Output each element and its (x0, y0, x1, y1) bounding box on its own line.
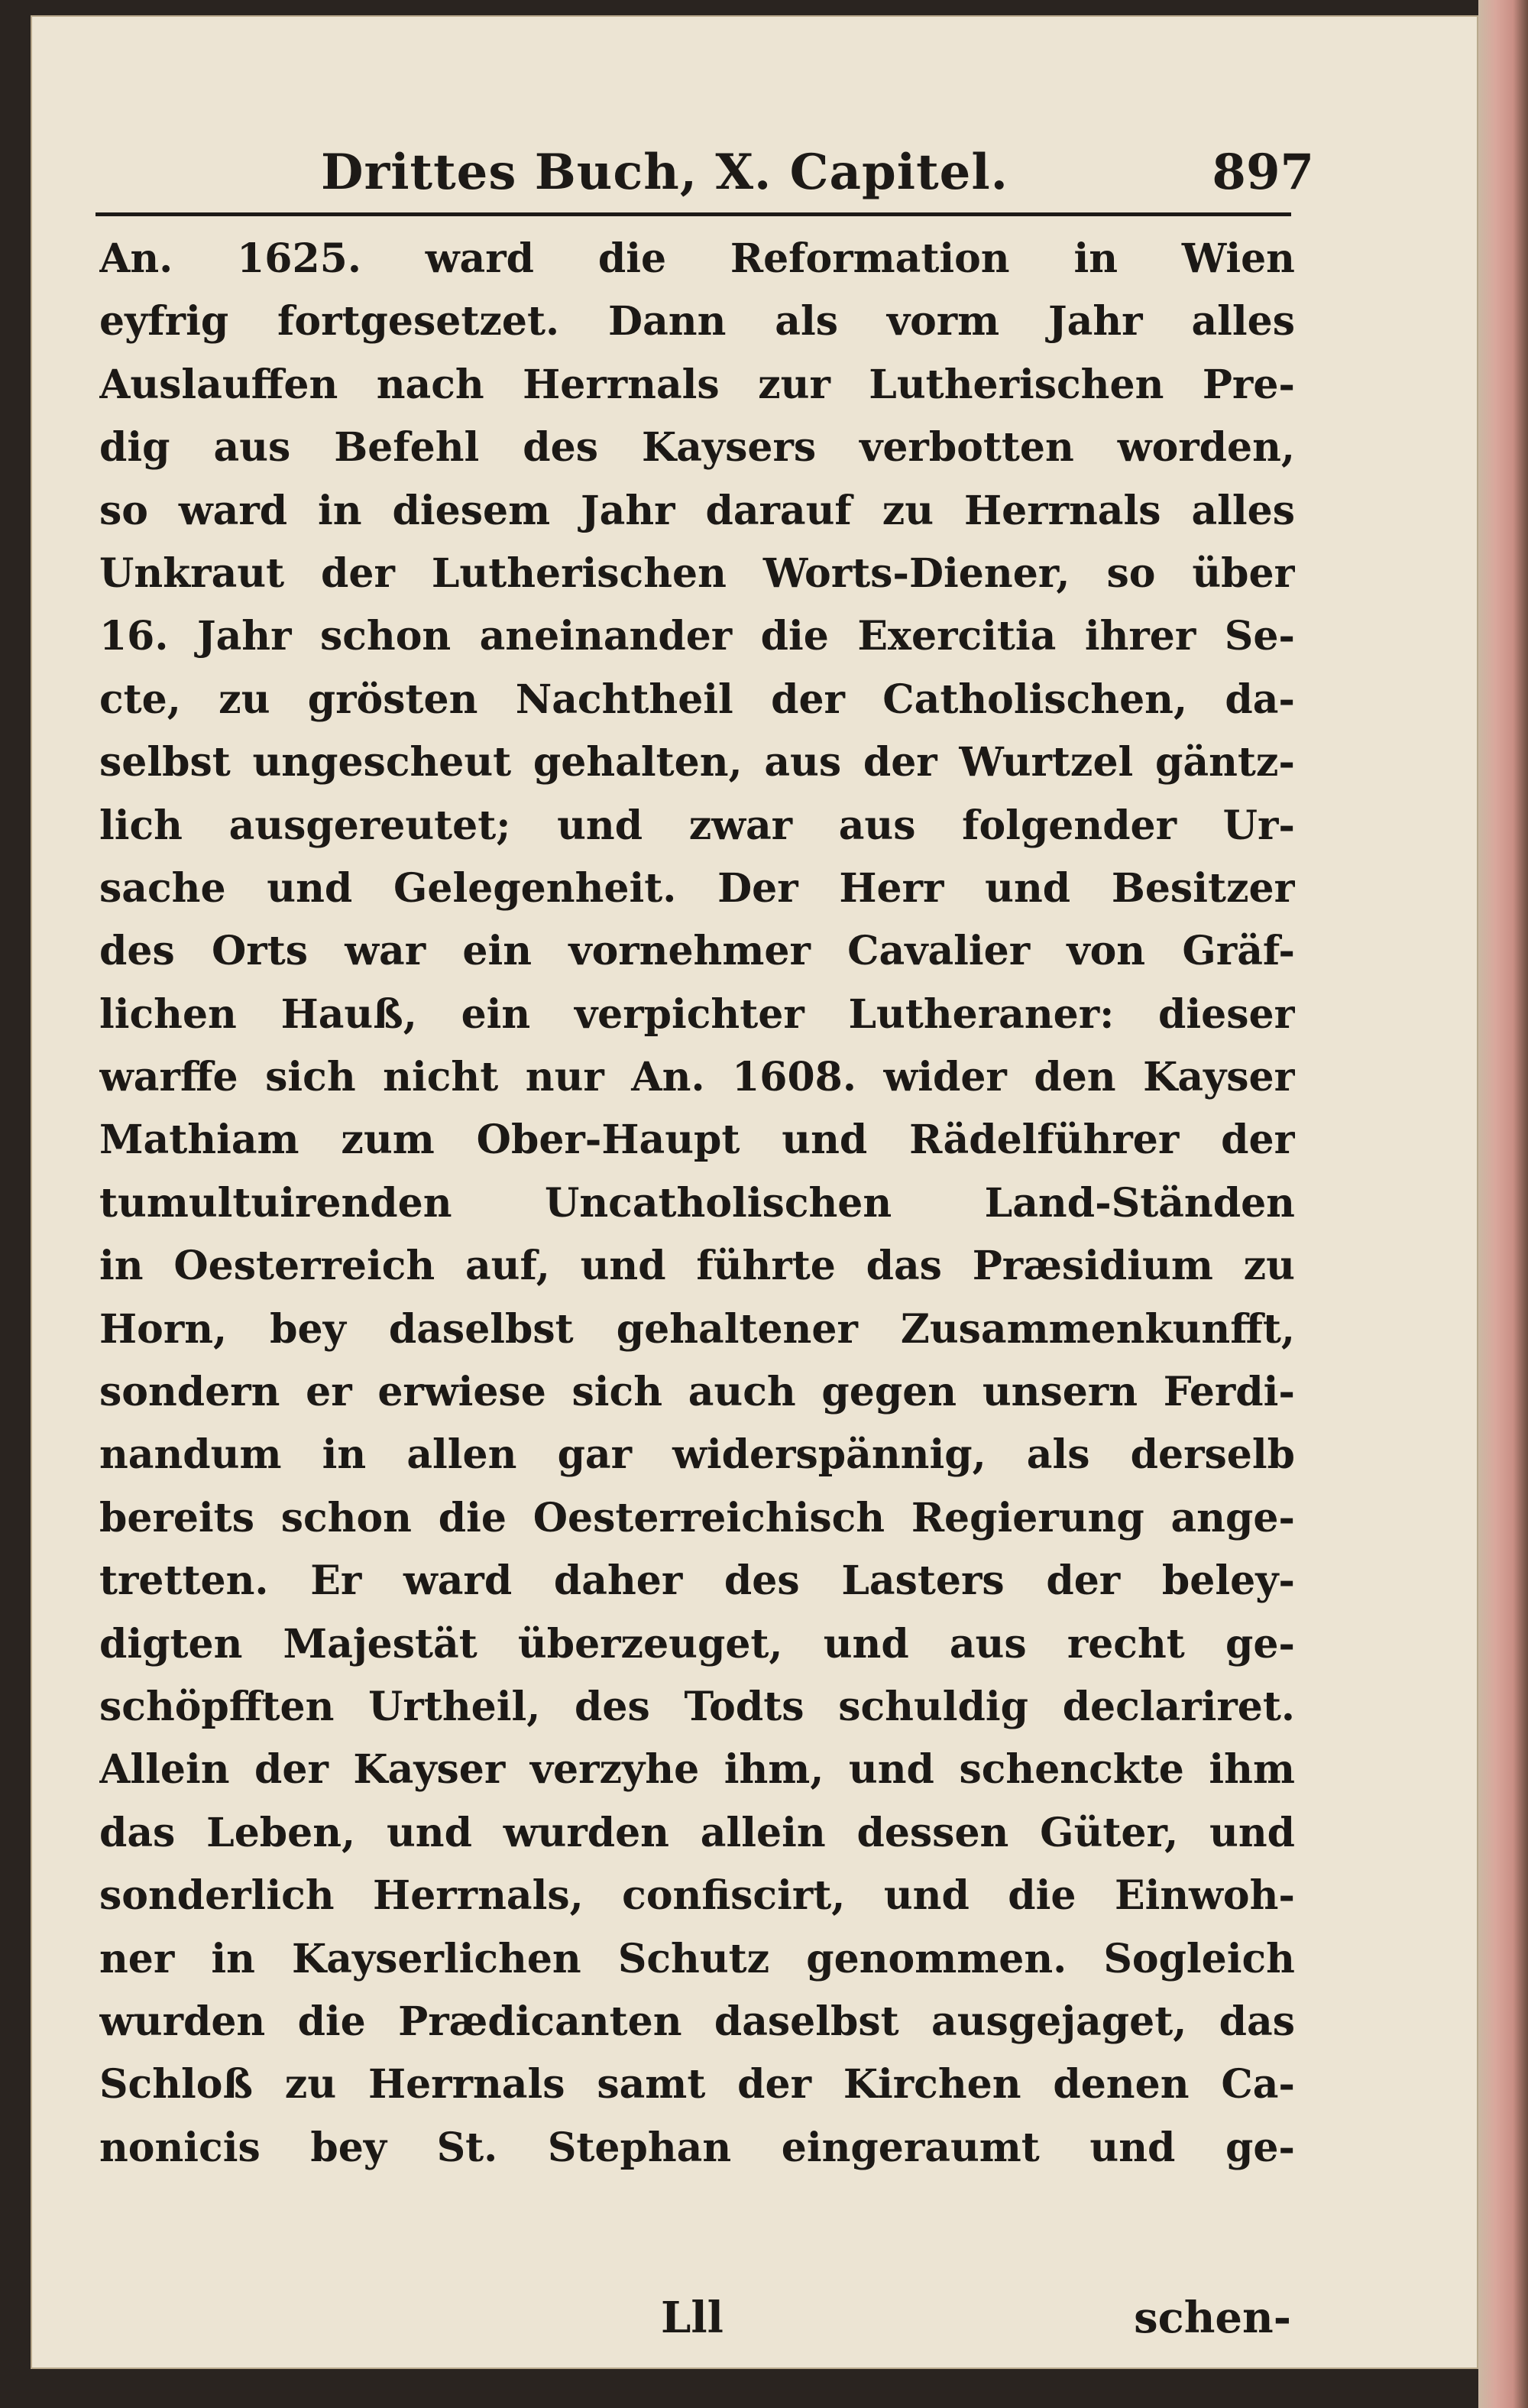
text-line: sondern er erwiese sich auch gegen unsern Ferdi- (99, 1369, 1295, 1416)
text-line: 16. Jahr schon aneinander die Exercitia ihrer Se- (99, 613, 1295, 660)
text-line: digten Majestät überzeuget, und aus recht ge- (99, 1620, 1295, 1667)
header-rule (96, 212, 1291, 216)
text-line: so ward in diesem Jahr darauf zu Herrnals alles (99, 487, 1295, 534)
text-line: das Leben, und wurden allein dessen Güter, und (99, 1809, 1295, 1856)
text-line: Mathiam zum Ober-Haupt und Rädelführer der (99, 1116, 1295, 1164)
text-line: cte, zu grösten Nachtheil der Catholischen, da- (99, 676, 1295, 723)
text-line: Allein der Kayser verzyhe ihm, und schenckte ihm (99, 1746, 1295, 1794)
text-line: tretten. Er ward daher des Lasters der beley- (99, 1557, 1295, 1605)
text-line: Unkraut der Lutherischen Worts-Diener, so über (99, 549, 1295, 597)
text-line: nandum in allen gar widerspännig, als derselb (99, 1431, 1295, 1479)
book-page (31, 15, 1478, 2369)
page-number: 897 (1212, 144, 1314, 201)
catchword: schen- (1134, 2293, 1291, 2343)
page-edge (1478, 0, 1528, 2408)
page-footer (96, 2293, 1291, 2354)
text-line: sache und Gelegenheit. Der Herr und Besitzer (99, 864, 1295, 912)
text-line: schöpfften Urtheil, des Todts schuldig declariret. (99, 1683, 1295, 1730)
text-line: nonicis bey St. Stephan eingeraumt und ge- (99, 2124, 1295, 2171)
text-line: lich ausgereutet; und zwar aus folgender Ur- (99, 802, 1295, 849)
text-line: selbst ungescheut gehalten, aus der Wurtzel gäntz- (99, 739, 1295, 786)
text-line: ner in Kayserlichen Schutz genommen. Sogleich (99, 1935, 1295, 1982)
signature-mark: Lll (661, 2293, 724, 2343)
text-line: dig aus Befehl des Kaysers verbotten worden, (99, 424, 1295, 472)
text-line: tumultuirenden Uncatholischen Land-Ständen (99, 1179, 1295, 1227)
body-text (99, 228, 1295, 2180)
text-line: warffe sich nicht nur An. 1608. wider den Kayser (99, 1054, 1295, 1101)
text-line: des Orts war ein vornehmer Cavalier von Gräf- (99, 928, 1295, 975)
text-line: Schloß zu Herrnals samt der Kirchen denen Ca- (99, 2061, 1295, 2108)
page-header (160, 130, 1314, 206)
text-line: in Oesterreich auf, und führte das Præsidium zu (99, 1243, 1295, 1290)
text-line: sonderlich Herrnals, confiscirt, und die Einwoh- (99, 1872, 1295, 1920)
text-line: Auslauffen nach Herrnals zur Lutherischen Pre- (99, 361, 1295, 408)
running-head: Drittes Buch, X. Capitel. (321, 144, 1008, 201)
text-line: eyfrig fortgesetzet. Dann als vorm Jahr alles (99, 298, 1295, 345)
text-line: Horn, bey daselbst gehaltener Zusammenkunfft, (99, 1305, 1295, 1353)
text-line: wurden die Prædicanten daselbst ausgejaget, das (99, 1998, 1295, 2045)
text-line: An. 1625. ward die Reformation in Wien (99, 235, 1295, 282)
text-line: bereits schon die Oesterreichisch Regierung ange- (99, 1494, 1295, 1541)
text-line: lichen Hauß, ein verpichter Lutheraner: dieser (99, 990, 1295, 1038)
